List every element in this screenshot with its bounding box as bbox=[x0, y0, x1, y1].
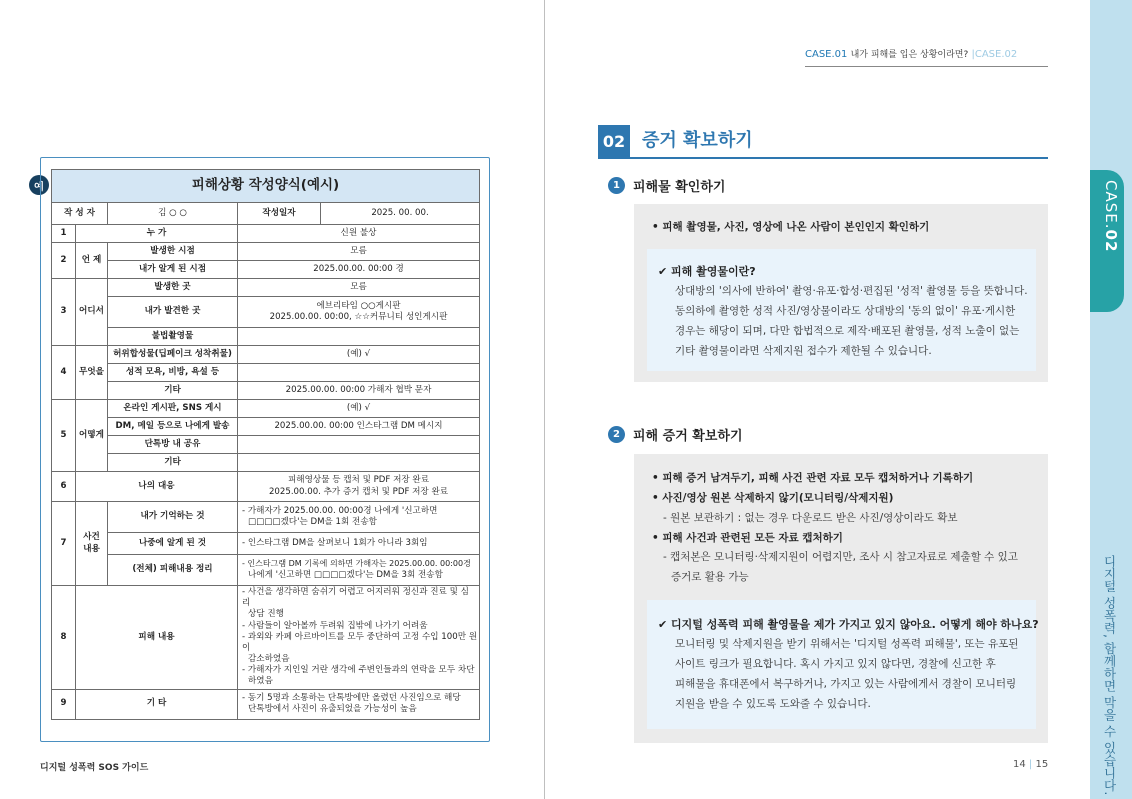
faq-title: ✔ 디지털 성폭력 피해 촬영물을 제가 가지고 있지 않아요. 어떻게 해야 하나요? bbox=[658, 618, 1039, 631]
row-value-line: 나에게 '신고하면 □□□□겠다'는 DM을 3회 전송함 bbox=[248, 569, 443, 580]
bullet-subitem: - 캡처본은 모니터링·삭제지원이 어렵지만, 조사 시 참고자료로 제출할 수 있고 bbox=[663, 551, 1018, 563]
row-label: 불법촬영물 bbox=[108, 328, 238, 346]
side-slogan: 디지털 성폭력, 함께하면 막을 수 있습니다. bbox=[1102, 555, 1117, 796]
row-value bbox=[238, 454, 480, 472]
row-value bbox=[238, 364, 480, 382]
row-value bbox=[238, 472, 480, 502]
row-value-line: - 과외와 카페 아르바이트를 모두 중단하여 고정 수입 100만 원이 bbox=[242, 631, 478, 653]
row-label: 누 가 bbox=[76, 225, 238, 243]
row-value-line: - 사람들이 알아볼까 두려워 집밖에 나가기 어려움 bbox=[242, 620, 428, 631]
subsection-number-1: 1 bbox=[608, 177, 625, 194]
faq-line: 모니터링 및 삭제지원을 받기 위해서는 '디지털 성폭력 피해물', 또는 유포된 bbox=[675, 638, 1019, 650]
author-value: 김 ○ ○ bbox=[108, 203, 238, 225]
page-number-right: 15 bbox=[1035, 759, 1049, 770]
case-tab-prefix: CASE. bbox=[1102, 180, 1120, 230]
row-number: 6 bbox=[52, 472, 76, 502]
bullet-item: • 피해 사건과 관련된 모든 자료 캡처하기 bbox=[652, 532, 843, 544]
row-category bbox=[76, 502, 108, 586]
row-label: 나의 대응 bbox=[76, 472, 238, 502]
row-value-line: - 사건을 생각하면 숨쉬기 어렵고 어지러워 정신과 진료 및 심리 bbox=[242, 587, 469, 609]
case-tab-number: 02 bbox=[1102, 229, 1120, 253]
row-category-line: 내용 bbox=[83, 543, 100, 554]
date-value: 2025. 00. 00. bbox=[321, 203, 480, 225]
row-label: 발생한 시점 bbox=[108, 243, 238, 261]
running-head-title: 내가 피해를 입은 상황이라면? bbox=[850, 50, 969, 60]
row-category: 어떻게 bbox=[76, 400, 108, 472]
row-value bbox=[238, 328, 480, 346]
bullet-item: • 피해 증거 남겨두기, 피해 사건 관련 자료 모두 캡처하거나 기록하기 bbox=[652, 472, 974, 484]
row-label: 온라인 게시판, SNS 게시 bbox=[108, 400, 238, 418]
example-badge: 예 bbox=[29, 175, 49, 195]
faq-text bbox=[675, 634, 1018, 714]
row-value-line: 2025.00.00. 00:00, ☆☆커뮤니티 성인게시판 bbox=[269, 312, 448, 322]
row-number: 4 bbox=[52, 346, 76, 400]
row-label: 기타 bbox=[108, 454, 238, 472]
row-value: 2025.00.00. 00:00 인스타그램 DM 메시지 bbox=[238, 418, 480, 436]
case-tab-label[interactable] bbox=[1094, 180, 1120, 252]
row-value-line: - 가해자가 2025.00.00. 00:00경 나에게 '신고하면 bbox=[242, 505, 438, 516]
running-head-divider: | bbox=[971, 49, 975, 60]
row-value: 모름 bbox=[238, 243, 480, 261]
subsection-number-2: 2 bbox=[608, 426, 625, 443]
row-label: 단톡방 내 공유 bbox=[108, 436, 238, 454]
row-label: 허위합성물(딥페이크 성착취물) bbox=[108, 346, 238, 364]
row-value-line: - 동기 5명과 소통하는 단톡방에만 올렸던 사진임으로 해당 bbox=[242, 692, 461, 703]
row-category-line: 사건 bbox=[83, 532, 100, 543]
row-label: 발생한 곳 bbox=[108, 279, 238, 297]
row-value bbox=[238, 586, 480, 690]
row-number: 2 bbox=[52, 243, 76, 279]
running-head-case01: CASE.01 bbox=[805, 49, 848, 60]
faq-line: 사이트 링크가 필요합니다. 혹시 가지고 있지 않다면, 경찰에 신고한 후 bbox=[675, 658, 996, 670]
row-value: 모름 bbox=[238, 279, 480, 297]
author-label: 작 성 자 bbox=[52, 203, 108, 225]
bullet-item: • 피해 촬영물, 사진, 영상에 나온 사람이 본인인지 확인하기 bbox=[652, 221, 930, 233]
row-value: 2025.00.00. 00:00 가해자 협박 문자 bbox=[238, 382, 480, 400]
row-number: 9 bbox=[52, 689, 76, 719]
date-label: 작성일자 bbox=[238, 203, 321, 225]
row-value-line: □□□□겠다'는 DM을 1회 전송함 bbox=[248, 517, 377, 527]
faq-line: 피해물을 휴대폰에서 복구하거나, 가지고 있는 사람에게서 경찰이 모니터링 bbox=[675, 678, 1017, 690]
row-value-line: 감소하였음 bbox=[248, 654, 290, 665]
row-label: 기 타 bbox=[76, 689, 238, 719]
row-label: DM, 메일 등으로 나에게 발송 bbox=[108, 418, 238, 436]
section-number: 02 bbox=[598, 125, 630, 157]
row-value bbox=[238, 297, 480, 328]
row-value-line: 상담 진행 bbox=[248, 609, 284, 620]
row-value: (예) √ bbox=[238, 400, 480, 418]
definition-line: 기타 촬영물이라면 삭제지원 접수가 제한될 수 있습니다. bbox=[675, 345, 932, 357]
row-value bbox=[238, 436, 480, 454]
question-title: ✔ 피해 촬영물이란? bbox=[658, 265, 756, 278]
row-category: 어디서 bbox=[76, 279, 108, 346]
row-value-line: 피해영상물 등 캡처 및 PDF 저장 완료 bbox=[287, 475, 430, 486]
row-number: 1 bbox=[52, 225, 76, 243]
subsection-title-2: 피해 증거 확보하기 bbox=[633, 429, 743, 444]
form-title: 피해상황 작성양식(예시) bbox=[52, 170, 480, 203]
row-value: - 인스타그램 DM을 살펴보니 1회가 아니라 3회임 bbox=[238, 533, 480, 555]
row-value-line: 2025.00.00. 추가 증거 캡처 및 PDF 저장 완료 bbox=[268, 486, 449, 497]
row-label: 피해 내용 bbox=[76, 586, 238, 690]
row-label: 내가 기억하는 것 bbox=[108, 502, 238, 533]
row-label: (전체) 피해내용 정리 bbox=[108, 555, 238, 586]
subsection-title-1: 피해물 확인하기 bbox=[633, 180, 726, 195]
definition-line: 상대방의 '의사에 반하여' 촬영·유포·합성·편집된 '성적' 촬영물 등을 뜻합니다. bbox=[675, 285, 1028, 297]
row-number: 5 bbox=[52, 400, 76, 472]
section-title: 증거 확보하기 bbox=[642, 130, 753, 151]
row-value-line: 하였음 bbox=[248, 676, 273, 687]
page-number-separator: | bbox=[1028, 759, 1033, 770]
bullet-item: • 사진/영상 원본 삭제하지 않기(모니터링/삭제지원) bbox=[652, 492, 894, 504]
row-number: 8 bbox=[52, 586, 76, 690]
guide-footer: 디지털 성폭력 SOS 가이드 bbox=[40, 763, 149, 773]
row-value: (예) √ bbox=[238, 346, 480, 364]
page-number-left: 14 bbox=[1013, 759, 1026, 770]
section-rule bbox=[598, 157, 1048, 159]
row-value bbox=[238, 689, 480, 719]
running-head-rule bbox=[805, 66, 1048, 67]
running-head bbox=[805, 47, 1048, 60]
row-value-line: - 인스타그램 DM 기록에 의하면 가해자는 2025.00.00. 00:00경 bbox=[242, 559, 471, 569]
definition-text bbox=[675, 281, 1028, 361]
row-value: 2025.00.00. 00:00 경 bbox=[238, 261, 480, 279]
row-label: 내가 발견한 곳 bbox=[108, 297, 238, 328]
definition-line: 경우는 해당이 되며, 다만 합법적으로 제작·배포된 촬영물, 성적 노출이 없는 bbox=[675, 325, 1020, 337]
row-category: 언 제 bbox=[76, 243, 108, 279]
definition-line: 동의하에 촬영한 성적 사진/영상물이라도 상대방의 '동의 없이' 유포·게시한 bbox=[675, 305, 1016, 317]
damage-form-frame bbox=[40, 157, 490, 742]
row-value-line: 단톡방에서 사진이 유출되었을 가능성이 높음 bbox=[248, 704, 417, 715]
faq-line: 지원을 받을 수 있도록 도와줄 수 있습니다. bbox=[675, 698, 871, 710]
damage-form-table bbox=[51, 169, 480, 720]
row-value-line: - 가해자가 지인일 거란 생각에 주변인들과의 연락을 모두 차단 bbox=[242, 665, 475, 676]
page-numbers bbox=[1013, 759, 1048, 770]
bullet-subitem: - 원본 보관하기 : 없는 경우 다운로드 받은 사진/영상이라도 확보 bbox=[663, 512, 958, 524]
row-value bbox=[238, 502, 480, 533]
row-label: 기타 bbox=[108, 382, 238, 400]
row-label: 내가 알게 된 시점 bbox=[108, 261, 238, 279]
row-value: 신원 불상 bbox=[238, 225, 480, 243]
row-value bbox=[238, 555, 480, 586]
row-number: 7 bbox=[52, 502, 76, 586]
row-value-line: 에브리타임 ○○게시판 bbox=[316, 300, 401, 311]
bullet-subitem: 증거로 활용 가능 bbox=[671, 571, 749, 583]
running-head-case02: CASE.02 bbox=[974, 49, 1018, 60]
row-number: 3 bbox=[52, 279, 76, 346]
row-label: 나중에 알게 된 것 bbox=[108, 533, 238, 555]
row-category: 무엇을 bbox=[76, 346, 108, 400]
row-label: 성적 모욕, 비방, 욕설 등 bbox=[108, 364, 238, 382]
